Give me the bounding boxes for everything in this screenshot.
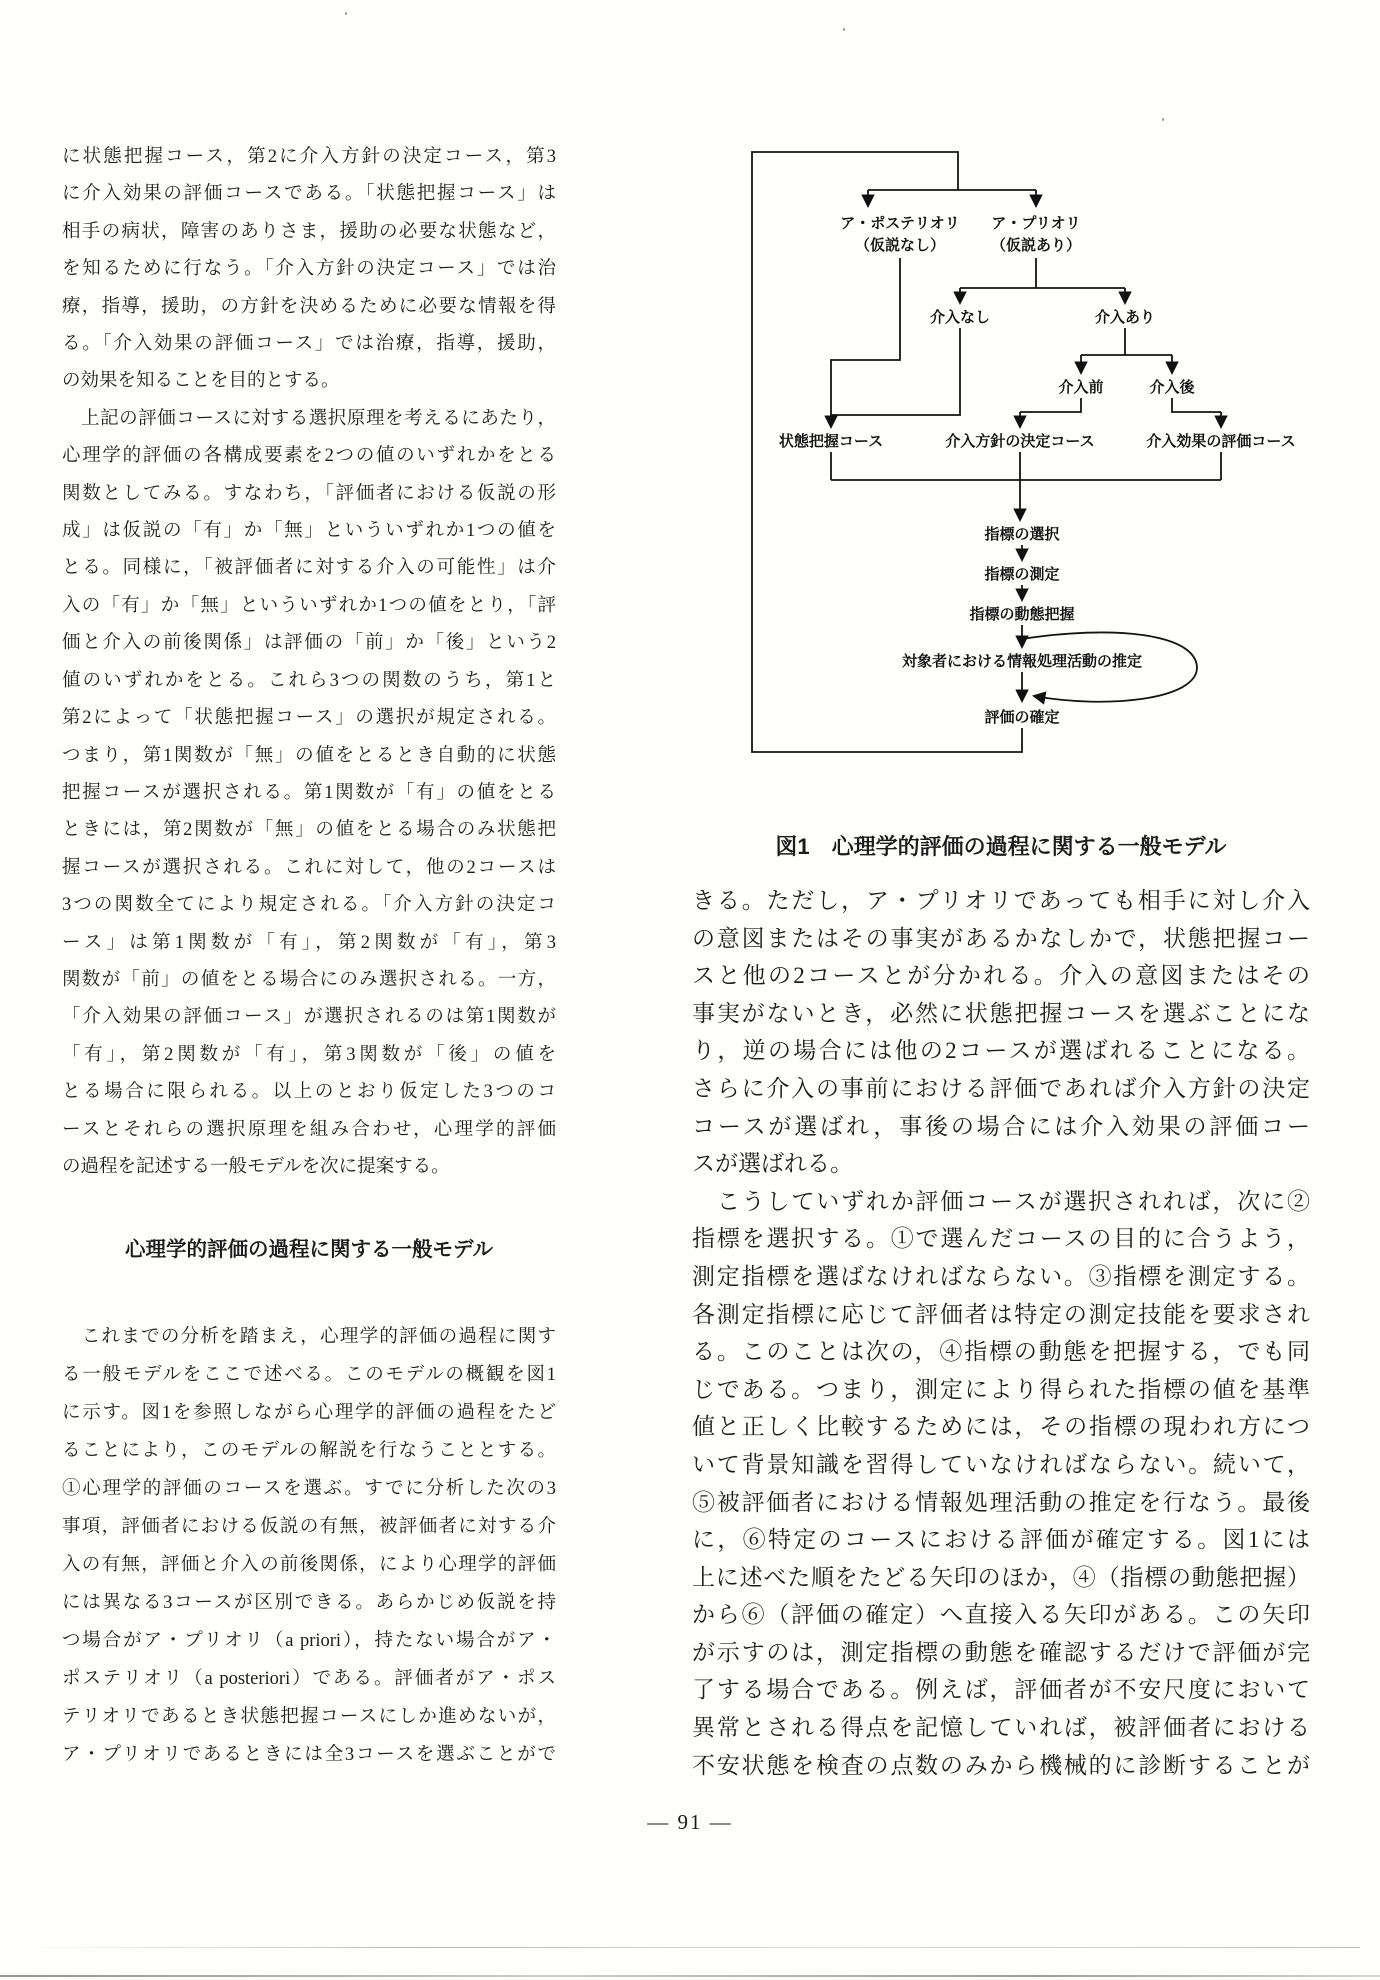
text-line: 3つの関数全てにより規定される。「介入方針の決定コ <box>62 895 556 916</box>
text-line: ースとそれらの選択原理を組み合わせ，心理学的評価 <box>62 1119 556 1140</box>
scan-artifact-line <box>0 1975 1380 1977</box>
section-heading: 心理学的評価の過程に関する一般モデル <box>125 1238 493 1261</box>
text-line: 把握コースが選択される。第1関数が「有」の値をとる <box>62 782 556 803</box>
text-line: じである。つまり，測定により得られた指標の値を基準 <box>692 1376 1310 1402</box>
text-line: いて背景知識を習得していなければならない。続いて， <box>692 1451 1310 1477</box>
scan-speck <box>843 28 845 31</box>
text-line: 了する場合である。例えば，評価者が不安尺度において <box>692 1677 1310 1703</box>
node-a-posteriori-sub: （仮説なし） <box>854 237 946 254</box>
text-line: 異常とされる得点を記憶していれば，被評価者における <box>692 1715 1310 1741</box>
text-line: から⑥（評価の確定）へ直接入る矢印がある。この矢印 <box>692 1602 1310 1628</box>
node-measure-index: 指標の測定 <box>984 566 1060 583</box>
text-line: 握コースが選択される。これに対して，他の2コースは <box>62 857 556 878</box>
text-line: り，逆の場合には他の2コースが選ばれることになる。 <box>692 1038 1310 1064</box>
text-line: 入の「有」か「無」といういずれか1つの値をとり，「評 <box>62 595 556 616</box>
text-line: これまでの分析を踏まえ，心理学的評価の過程に関す <box>62 1327 556 1347</box>
text-line: 療，指導，援助，の方針を決めるために必要な情報を得 <box>62 296 556 317</box>
node-select-index: 指標の選択 <box>984 526 1060 543</box>
text-line: つまり，第1関数が「無」の値をとるとき自動的に状態 <box>62 745 556 766</box>
text-line: 入の有無，評価と介入の前後関係，により心理学的評価 <box>62 1555 556 1575</box>
text-line: コースが選ばれ，事後の場合には介入効果の評価コー <box>692 1113 1310 1139</box>
scan-artifact-line <box>20 1947 1360 1948</box>
node-infer-processing: 対象者における情報処理活動の推定 <box>901 653 1143 670</box>
node-course-policy: 介入方針の決定コース <box>945 433 1095 450</box>
text-line: テリオリであるとき状態把握コースにしか進めないが， <box>62 1707 556 1727</box>
node-no-intervention: 介入なし <box>929 309 991 326</box>
text-line: ア・プリオリであるときには全3コースを選ぶことがで <box>62 1745 556 1765</box>
text-line: スが選ばれる。 <box>692 1151 853 1177</box>
node-course-status: 状態把握コース <box>778 433 884 450</box>
right-column-paragraphs <box>692 882 1310 1784</box>
text-line: 上記の評価コースに対する選択原理を考えるにあたり， <box>62 408 556 429</box>
text-line: 心理学的評価の各構成要素を2つの値のいずれかをとる <box>62 446 556 467</box>
text-line: ース」は第1関数が「有」，第2関数が「有」，第3 <box>62 932 556 953</box>
text-line: に示す。図1を参照しながら心理学的評価の過程をたど <box>62 1403 556 1423</box>
text-line: きる。ただし，ア・プリオリであっても相手に対し介入 <box>692 888 1310 913</box>
text-line: 値と正しく比較するためには，その指標の現われ方につ <box>692 1414 1310 1440</box>
text-line: に，⑥特定のコースにおける評価が確定する。図1には <box>692 1527 1310 1553</box>
figure-flowchart <box>740 140 1340 800</box>
text-line: ⑤被評価者における情報処理活動の推定を行なう。最後 <box>692 1489 1310 1515</box>
node-confirm-evaluation: 評価の確定 <box>984 709 1060 726</box>
text-line: 値のいずれかをとる。これら3つの関数のうち，第1と <box>62 670 556 691</box>
text-line: さらに介入の事前における評価であれば介入方針の決定 <box>692 1075 1310 1101</box>
text-line: 「有」，第2関数が「有」，第3関数が「後」の値を <box>62 1044 556 1065</box>
text-line: 各測定指標に応じて評価者は特定の測定技能を要求され <box>692 1301 1310 1327</box>
text-line: る。「介入効果の評価コース」では治療，指導，援助， <box>62 334 556 355</box>
text-line: 「介入効果の評価コース」が選択されるのは第1関数が <box>62 1007 556 1028</box>
left-column-paragraphs-2 <box>62 1318 556 1774</box>
text-line: 不安状態を検査の点数のみから機械的に診断することが <box>692 1752 1310 1778</box>
text-line: の効果を知ることを目的とする。 <box>62 371 340 392</box>
text-line: の意図またはその事実があるかなしかで，状態把握コー <box>692 925 1310 951</box>
text-line: に状態把握コース，第2に介入方針の決定コース，第3 <box>62 147 556 167</box>
node-a-posteriori: ア・ポステリオリ <box>840 215 960 232</box>
text-line: 事実がないとき，必然に状態把握コースを選ぶことにな <box>692 1000 1310 1026</box>
node-pre-intervention: 介入前 <box>1058 379 1104 396</box>
text-line: を知るために行なう。「介入方針の決定コース」では治 <box>62 259 556 280</box>
text-line: ることにより，このモデルの解説を行なうこととする。 <box>62 1441 556 1461</box>
text-line: とる場合に限られる。以上のとおり仮定した3つのコ <box>62 1082 556 1103</box>
text-line: ポステリオリ（a posteriori）である。評価者がア・ポス <box>62 1669 556 1689</box>
page-number: — 91 — <box>647 1810 733 1834</box>
node-with-intervention: 介入あり <box>1094 309 1156 326</box>
text-line: 関数としてみる。すなわち，「評価者における仮説の形 <box>62 483 556 504</box>
scan-speck <box>345 12 347 15</box>
node-course-effect: 介入効果の評価コース <box>1146 433 1296 450</box>
text-line: 測定指標を選ばなければならない。③指標を測定する。 <box>692 1263 1310 1289</box>
text-line: が示すのは，測定指標の動態を確認するだけで評価が完 <box>692 1639 1310 1665</box>
text-line: 相手の病状，障害のありさま，援助の必要な状態など， <box>62 221 556 242</box>
text-line: ①心理学的評価のコースを選ぶ。すでに分析した次の3 <box>62 1479 556 1499</box>
text-line: こうしていずれか評価コースが選択されれば，次に② <box>692 1188 1310 1214</box>
text-line: つ場合がア・プリオリ（a priori），持たない場合がア・ <box>62 1631 556 1651</box>
text-line: 事項，評価者における仮説の有無，被評価者に対する介 <box>62 1517 556 1537</box>
left-column-paragraphs <box>62 139 556 1186</box>
text-line: 価と介入の前後関係」は評価の「前」か「後」という2 <box>62 633 556 654</box>
scan-speck <box>1162 118 1164 121</box>
text-line: 第2によって「状態把握コース」の選択が規定される。 <box>62 708 556 729</box>
text-line: とる。同様に，「被評価者に対する介入の可能性」は介 <box>62 558 556 579</box>
node-post-intervention: 介入後 <box>1149 379 1195 396</box>
text-line: 関数が「前」の値をとる場合にのみ選択される。一方， <box>62 969 556 990</box>
text-line: に介入効果の評価コースである。「状態把握コース」は <box>62 184 556 205</box>
figure-caption: 図1 心理学的評価の過程に関する一般モデル <box>775 834 1227 859</box>
text-line: 成」は仮説の「有」か「無」といういずれか1つの値を <box>62 521 556 542</box>
text-line: には異なる3コースが区別できる。あらかじめ仮説を持 <box>62 1593 556 1613</box>
text-line: ときには，第2関数が「無」の値をとる場合のみ状態把 <box>62 820 556 841</box>
text-line: スと他の2コースとが分かれる。介入の意図またはその <box>692 963 1310 989</box>
text-line: る一般モデルをここで述べる。このモデルの概観を図1 <box>62 1365 556 1385</box>
text-line: 上に述べた順をたどる矢印のほか，④（指標の動態把握） <box>692 1564 1310 1590</box>
text-line: る。このことは次の，④指標の動態を把握する，でも同 <box>692 1339 1310 1365</box>
node-a-priori-sub: （仮説あり） <box>990 237 1082 254</box>
text-line: 指標を選択する。①で選んだコースの目的に合うよう， <box>692 1226 1310 1252</box>
node-grasp-dynamics: 指標の動態把握 <box>969 606 1075 623</box>
node-a-priori: ア・プリオリ <box>991 215 1081 232</box>
text-line: の過程を記述する一般モデルを次に提案する。 <box>62 1156 450 1177</box>
